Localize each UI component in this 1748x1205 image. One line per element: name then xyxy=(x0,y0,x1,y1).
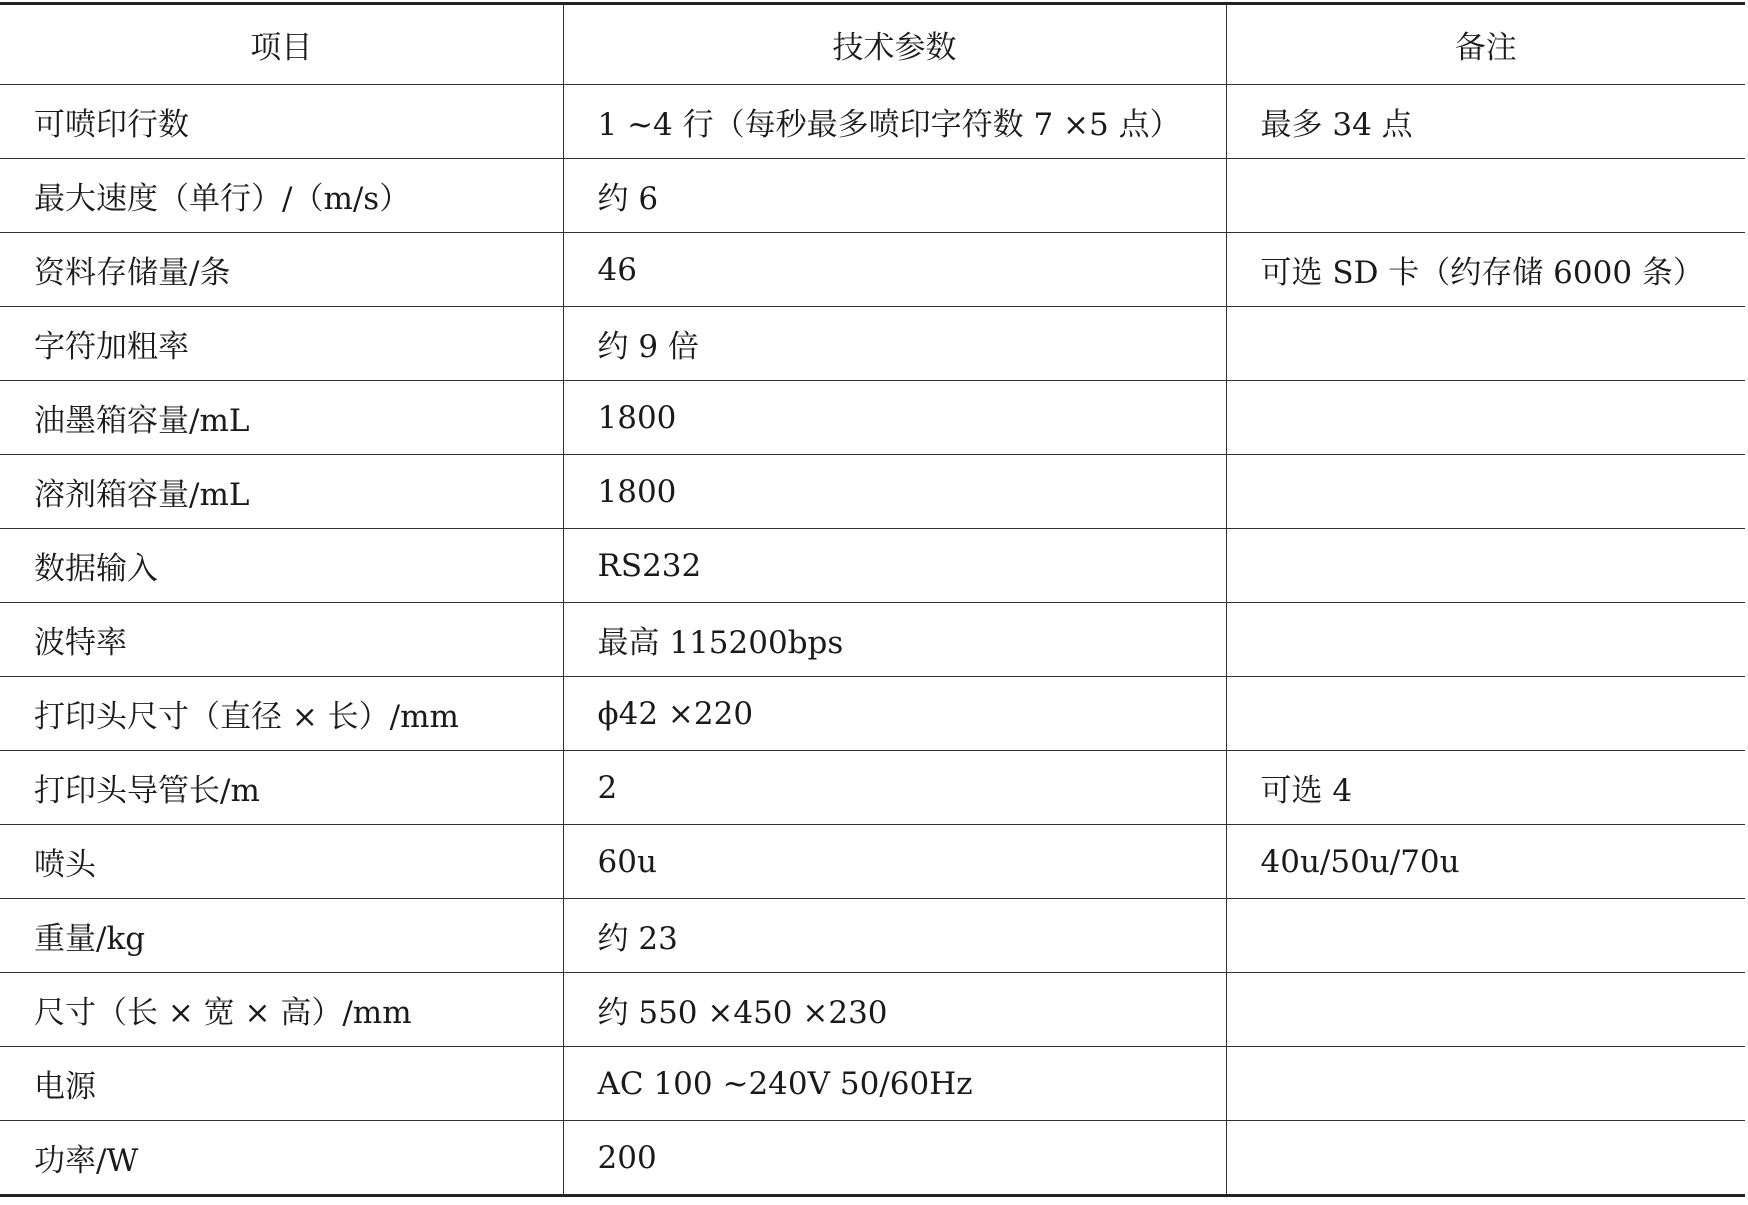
item-cell: 可喷印行数 xyxy=(0,85,563,159)
parameter-cell: 约 23 xyxy=(563,899,1226,973)
item-cell: 油墨箱容量/mL xyxy=(0,381,563,455)
table-row xyxy=(0,529,1745,603)
table-row xyxy=(0,455,1745,529)
item-cell: 尺寸（长 × 宽 × 高）/mm xyxy=(0,973,563,1047)
remark-cell: 可选 4 xyxy=(1226,751,1745,825)
table-row xyxy=(0,973,1745,1047)
parameter-cell: 约 9 倍 xyxy=(563,307,1226,381)
item-cell: 字符加粗率 xyxy=(0,307,563,381)
parameter-cell: 约 550 ×450 ×230 xyxy=(563,973,1226,1047)
parameter-cell: 1800 xyxy=(563,381,1226,455)
parameter-cell: 2 xyxy=(563,751,1226,825)
remark-cell: 40u/50u/70u xyxy=(1226,825,1745,899)
remark-cell xyxy=(1226,899,1745,973)
remark-cell xyxy=(1226,603,1745,677)
item-cell: 波特率 xyxy=(0,603,563,677)
item-cell: 数据输入 xyxy=(0,529,563,603)
remark-cell xyxy=(1226,307,1745,381)
remark-cell xyxy=(1226,381,1745,455)
item-cell: 重量/kg xyxy=(0,899,563,973)
remark-cell: 最多 34 点 xyxy=(1226,85,1745,159)
table-row xyxy=(0,603,1745,677)
remark-cell xyxy=(1226,455,1745,529)
item-cell: 资料存储量/条 xyxy=(0,233,563,307)
item-cell: 电源 xyxy=(0,1047,563,1121)
table-row xyxy=(0,825,1745,899)
remark-cell xyxy=(1226,159,1745,233)
item-cell: 打印头尺寸（直径 × 长）/mm xyxy=(0,677,563,751)
table-row xyxy=(0,1047,1745,1121)
parameter-cell: 1800 xyxy=(563,455,1226,529)
remark-cell xyxy=(1226,973,1745,1047)
spec-table xyxy=(0,2,1745,1197)
table-row xyxy=(0,1121,1745,1196)
table-row xyxy=(0,677,1745,751)
parameter-cell: 约 6 xyxy=(563,159,1226,233)
table-row xyxy=(0,751,1745,825)
table-row xyxy=(0,381,1745,455)
remark-cell xyxy=(1226,677,1745,751)
table-row xyxy=(0,899,1745,973)
table-row xyxy=(0,85,1745,159)
parameter-cell: 1 ~4 行（每秒最多喷印字符数 7 ×5 点） xyxy=(563,85,1226,159)
remark-cell xyxy=(1226,529,1745,603)
header-cell-parameter: 技术参数 xyxy=(563,4,1226,85)
parameter-cell: RS232 xyxy=(563,529,1226,603)
item-cell: 喷头 xyxy=(0,825,563,899)
item-cell: 打印头导管长/m xyxy=(0,751,563,825)
item-cell: 最大速度（单行）/（m/s） xyxy=(0,159,563,233)
remark-cell: 可选 SD 卡（约存储 6000 条） xyxy=(1226,233,1745,307)
item-cell: 溶剂箱容量/mL xyxy=(0,455,563,529)
table-row xyxy=(0,307,1745,381)
header-cell-remark: 备注 xyxy=(1226,4,1745,85)
table-row xyxy=(0,233,1745,307)
table-row xyxy=(0,159,1745,233)
parameter-cell: AC 100 ~240V 50/60Hz xyxy=(563,1047,1226,1121)
parameter-cell: 最高 115200bps xyxy=(563,603,1226,677)
parameter-cell: 200 xyxy=(563,1121,1226,1196)
parameter-cell: 46 xyxy=(563,233,1226,307)
parameter-cell: 60u xyxy=(563,825,1226,899)
remark-cell xyxy=(1226,1047,1745,1121)
item-cell: 功率/W xyxy=(0,1121,563,1196)
header-row xyxy=(0,4,1745,85)
header-cell-item: 项目 xyxy=(0,4,563,85)
remark-cell xyxy=(1226,1121,1745,1196)
parameter-cell: ϕ42 ×220 xyxy=(563,677,1226,751)
